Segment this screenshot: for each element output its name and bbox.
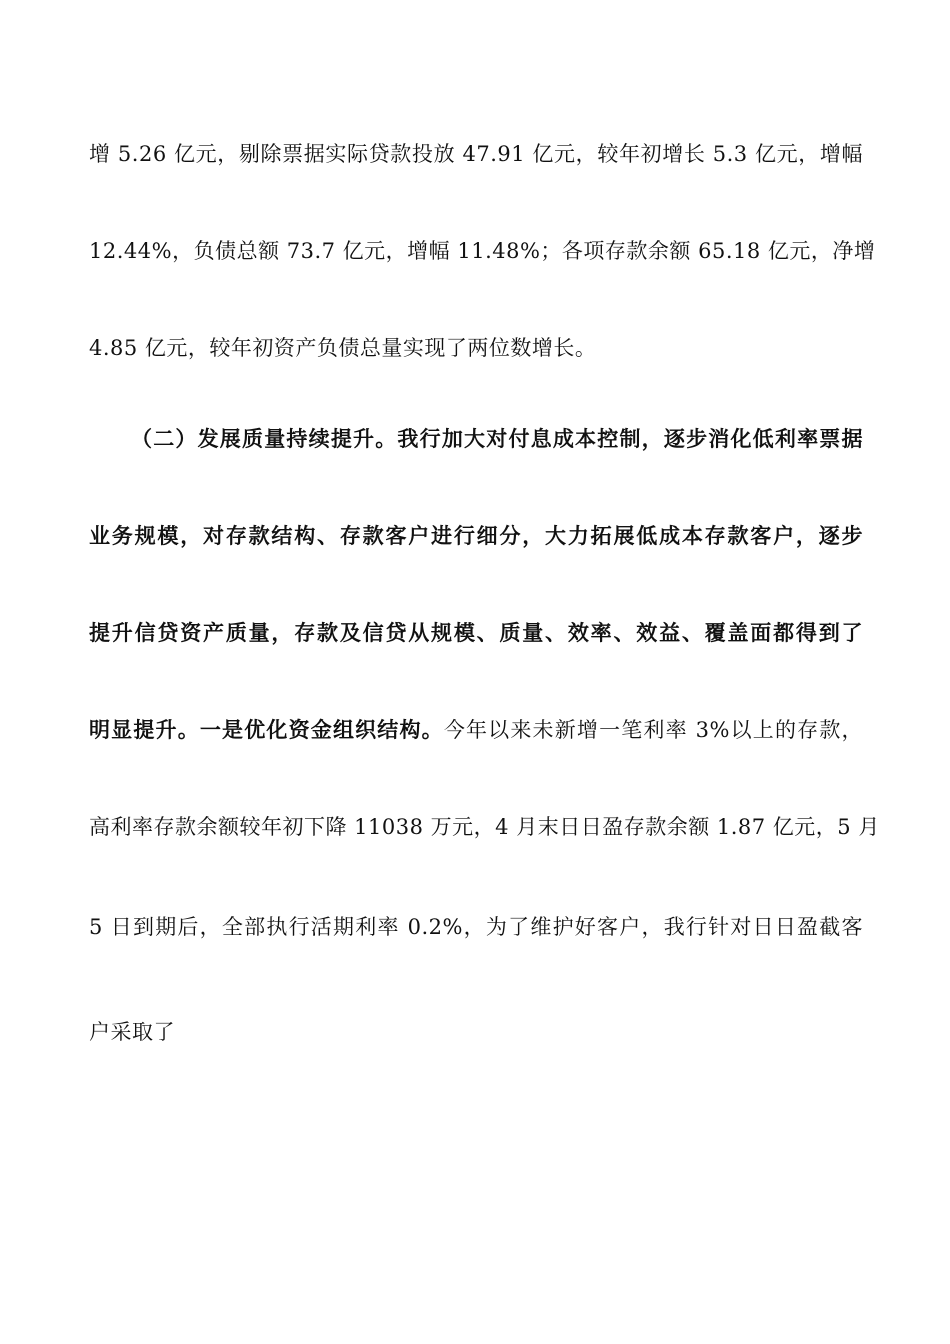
bold-paragraph-line-2: 业务规模，对存款结构、存款客户进行细分，大力拓展低成本存款客户，逐步 [89, 523, 863, 548]
normal-trailing-text: 今年以来未新增一笔利率 3%以上的存款， [443, 718, 863, 742]
paragraph-line-2: 12.44%，负债总额 73.7 亿元，增幅 11.48%；各项存款余额 65.18 亿元，净增 [89, 239, 876, 263]
paragraph-line-3: 4.85 亿元，较年初资产负债总量实现了两位数增长。 [89, 336, 597, 360]
paragraph-line-9: 5 日到期后，全部执行活期利率 0.2%，为了维护好客户，我行针对日日盈截客 [89, 915, 863, 939]
paragraph-line-mixed [89, 715, 863, 745]
paragraph-line-8: 高利率存款余额较年初下降 11038 万元，4 月末日日盈存款余额 1.87 亿元，5 月 [89, 815, 880, 839]
paragraph-line-1: 增 5.26 亿元，剔除票据实际贷款投放 47.91 亿元，较年初增长 5.3 亿元，增幅 [89, 142, 863, 166]
bold-lead-text: 明显提升。一是优化资金组织结构。 [89, 717, 444, 742]
paragraph-line-10: 户采取了 [89, 1020, 175, 1044]
section-heading-line: （二）发展质量持续提升。我行加大对付息成本控制，逐步消化低利率票据 [131, 426, 863, 451]
bold-paragraph-line-3: 提升信贷资产质量，存款及信贷从规模、质量、效率、效益、覆盖面都得到了 [89, 620, 863, 645]
